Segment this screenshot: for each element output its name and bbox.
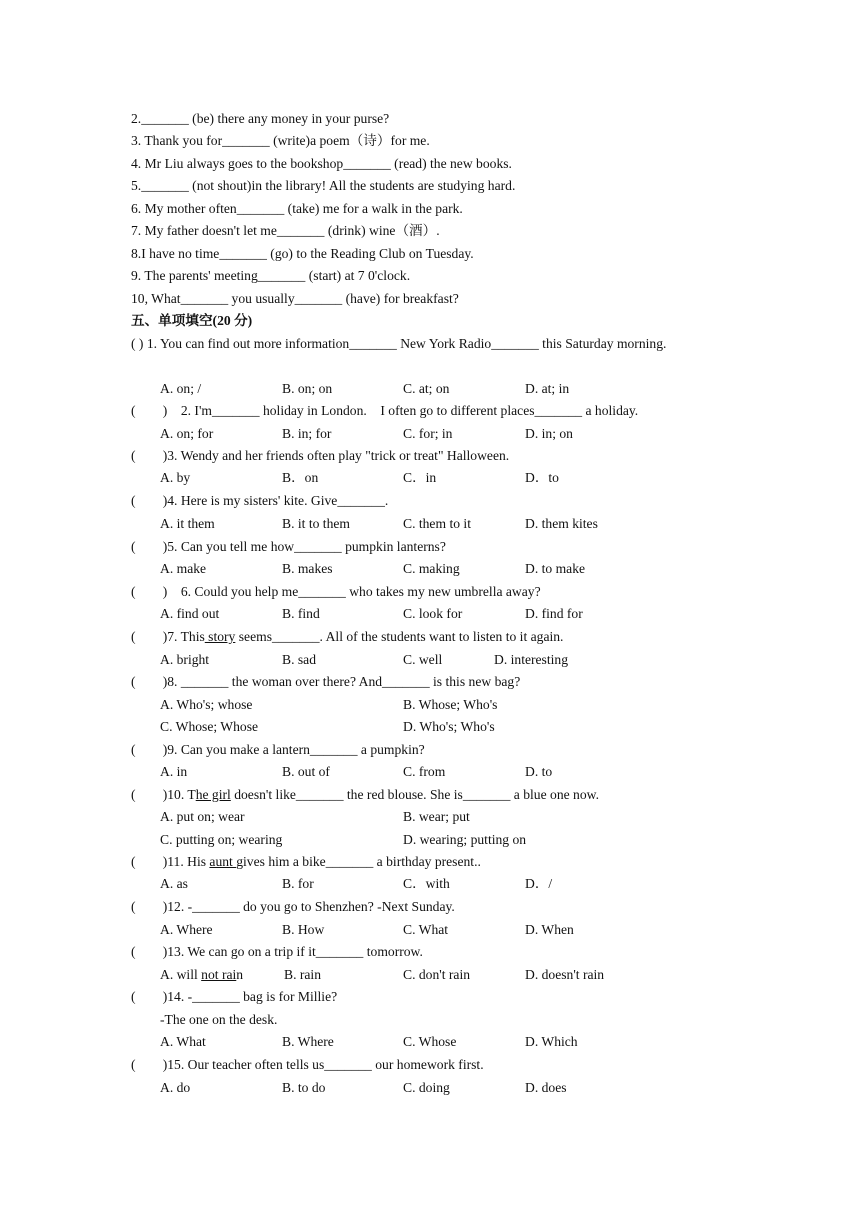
q13-option-a-pre: A. will <box>160 967 202 982</box>
q9-option-a: A. in <box>160 764 188 779</box>
q6-option-b: B. find <box>282 606 320 621</box>
q9-option-c: C. from <box>403 764 446 779</box>
question-4: ( )4. Here is my sisters' kite. Give_______. <box>131 493 389 508</box>
question-11-pre: ( )11. His <box>131 854 210 869</box>
question-10-underlined: he girl <box>195 787 231 802</box>
q8-option-a: A. Who's; whose <box>160 697 253 712</box>
q11-option-a: A. as <box>160 876 188 891</box>
question-6: ( ) 6. Could you help me_______ who takes my new umbrella away? <box>131 584 541 599</box>
q9-option-d: D. to <box>525 764 553 779</box>
q6-option-c: C. look for <box>403 606 463 621</box>
question-10 <box>131 786 599 804</box>
q13-option-d: D. doesn't rain <box>525 967 605 982</box>
fill-in-item-5: 5._______ (not shout)in the library! All the students are studying hard. <box>131 178 516 193</box>
q1-option-b: B. on; on <box>282 381 333 396</box>
q15-option-c: C. doing <box>403 1080 450 1095</box>
q1-option-a: A. on; / <box>160 381 202 396</box>
q13-option-a <box>160 966 243 984</box>
q7-option-d: D. interesting <box>494 652 568 667</box>
q14-option-d: D. Which <box>525 1034 578 1049</box>
q9-option-b: B. out of <box>282 764 330 779</box>
q1-option-c: C. at; on <box>403 381 450 396</box>
q13-option-a-post: n <box>236 967 244 982</box>
fill-in-item-10: 10, What_______ you usually_______ (have) for breakfast? <box>131 291 459 306</box>
q5-option-c: C. making <box>403 561 460 576</box>
question-10-pre: ( )10. T <box>131 787 196 802</box>
question-7-pre: ( )7. This <box>131 629 205 644</box>
q7-option-c: C. well <box>403 652 443 667</box>
question-14-answer-line: -The one on the desk. <box>160 1012 278 1027</box>
q4-option-a: A. it them <box>160 516 215 531</box>
q3-option-a: A. by <box>160 470 191 485</box>
q10-option-a: A. put on; wear <box>160 809 245 824</box>
question-8: ( )8. _______ the woman over there? And_______ is this new bag? <box>131 674 521 689</box>
fill-in-item-6: 6. My mother often_______ (take) me for a walk in the park. <box>131 201 463 216</box>
q6-option-a: A. find out <box>160 606 220 621</box>
q12-option-d: D. When <box>525 922 574 937</box>
section-title: 五、单项填空(20 分) <box>131 313 253 328</box>
q15-option-d: D. does <box>525 1080 567 1095</box>
question-2: ( ) 2. I'm_______ holiday in London. I often go to different places_______ a holiday. <box>131 403 639 418</box>
q12-option-b: B. How <box>282 922 325 937</box>
question-7-post: seems_______. All of the students want to listen to it again. <box>235 629 564 644</box>
q12-option-c: C. What <box>403 922 449 937</box>
q3-option-b: B．on <box>282 470 319 485</box>
question-9: ( )9. Can you make a lantern_______ a pumpkin? <box>131 742 425 757</box>
q12-option-a: A. Where <box>160 922 213 937</box>
q10-option-b: B. wear; put <box>403 809 470 824</box>
q2-option-c: C. for; in <box>403 426 453 441</box>
question-11-post: gives him a bike_______ a birthday present.. <box>236 854 481 869</box>
fill-in-item-7: 7. My father doesn't let me_______ (drink) wine（酒）. <box>131 223 440 238</box>
q7-option-a: A. bright <box>160 652 210 667</box>
fill-in-item-8: 8.I have no time_______ (go) to the Reading Club on Tuesday. <box>131 246 474 261</box>
question-11-underlined: aunt <box>209 854 237 869</box>
question-7 <box>131 628 563 646</box>
q14-option-c: C. Whose <box>403 1034 457 1049</box>
q5-option-a: A. make <box>160 561 207 576</box>
q10-option-d: D. wearing; putting on <box>403 832 527 847</box>
q10-option-c: C. putting on; wearing <box>160 832 283 847</box>
q3-option-d: D．to <box>525 470 559 485</box>
q8-option-d: D. Who's; Who's <box>403 719 495 734</box>
q13-option-a-underlined: not rai <box>201 967 237 982</box>
question-7-underlined: story <box>204 629 236 644</box>
q2-option-d: D. in; on <box>525 426 573 441</box>
q11-option-b: B. for <box>282 876 314 891</box>
fill-in-item-4: 4. Mr Liu always goes to the bookshop_______ (read) the new books. <box>131 156 512 171</box>
question-15: ( )15. Our teacher often tells us_______ our homework first. <box>131 1057 484 1072</box>
q2-option-b: B. in; for <box>282 426 332 441</box>
question-1: ( ) 1. You can find out more information_______ New York Radio_______ this Saturday morning. <box>131 336 667 351</box>
fill-in-item-3: 3. Thank you for_______ (write)a poem（诗）for me. <box>131 133 430 148</box>
q14-option-a: A. What <box>160 1034 206 1049</box>
fill-in-item-9: 9. The parents' meeting_______ (start) at 7 0'clock. <box>131 268 411 283</box>
question-12: ( )12. -_______ do you go to Shenzhen? -Next Sunday. <box>131 899 455 914</box>
q11-option-d: D．/ <box>525 876 553 891</box>
q14-option-b: B. Where <box>282 1034 334 1049</box>
q4-option-d: D. them kites <box>525 516 598 531</box>
q8-option-b: B. Whose; Who's <box>403 697 498 712</box>
q4-option-b: B. it to them <box>282 516 350 531</box>
question-3: ( )3. Wendy and her friends often play "trick or treat" Halloween. <box>131 448 510 463</box>
q11-option-c: C．with <box>403 876 450 891</box>
q15-option-b: B. to do <box>282 1080 326 1095</box>
q8-option-c: C. Whose; Whose <box>160 719 259 734</box>
q15-option-a: A. do <box>160 1080 191 1095</box>
question-13: ( )13. We can go on a trip if it_______ tomorrow. <box>131 944 423 959</box>
q1-option-d: D. at; in <box>525 381 570 396</box>
question-5: ( )5. Can you tell me how_______ pumpkin lanterns? <box>131 539 446 554</box>
question-11 <box>131 853 481 871</box>
q7-option-b: B. sad <box>282 652 316 667</box>
fill-in-item-2: 2._______ (be) there any money in your purse? <box>131 111 390 126</box>
q2-option-a: A. on; for <box>160 426 214 441</box>
q5-option-b: B. makes <box>282 561 333 576</box>
q5-option-d: D. to make <box>525 561 586 576</box>
q6-option-d: D. find for <box>525 606 583 621</box>
q4-option-c: C. them to it <box>403 516 471 531</box>
q3-option-c: C．in <box>403 470 437 485</box>
question-14: ( )14. -_______ bag is for Millie? <box>131 989 338 1004</box>
q13-option-b: B. rain <box>284 967 321 982</box>
q13-option-c: C. don't rain <box>403 967 471 982</box>
question-10-post: doesn't like_______ the red blouse. She is_______ a blue one now. <box>230 787 599 802</box>
